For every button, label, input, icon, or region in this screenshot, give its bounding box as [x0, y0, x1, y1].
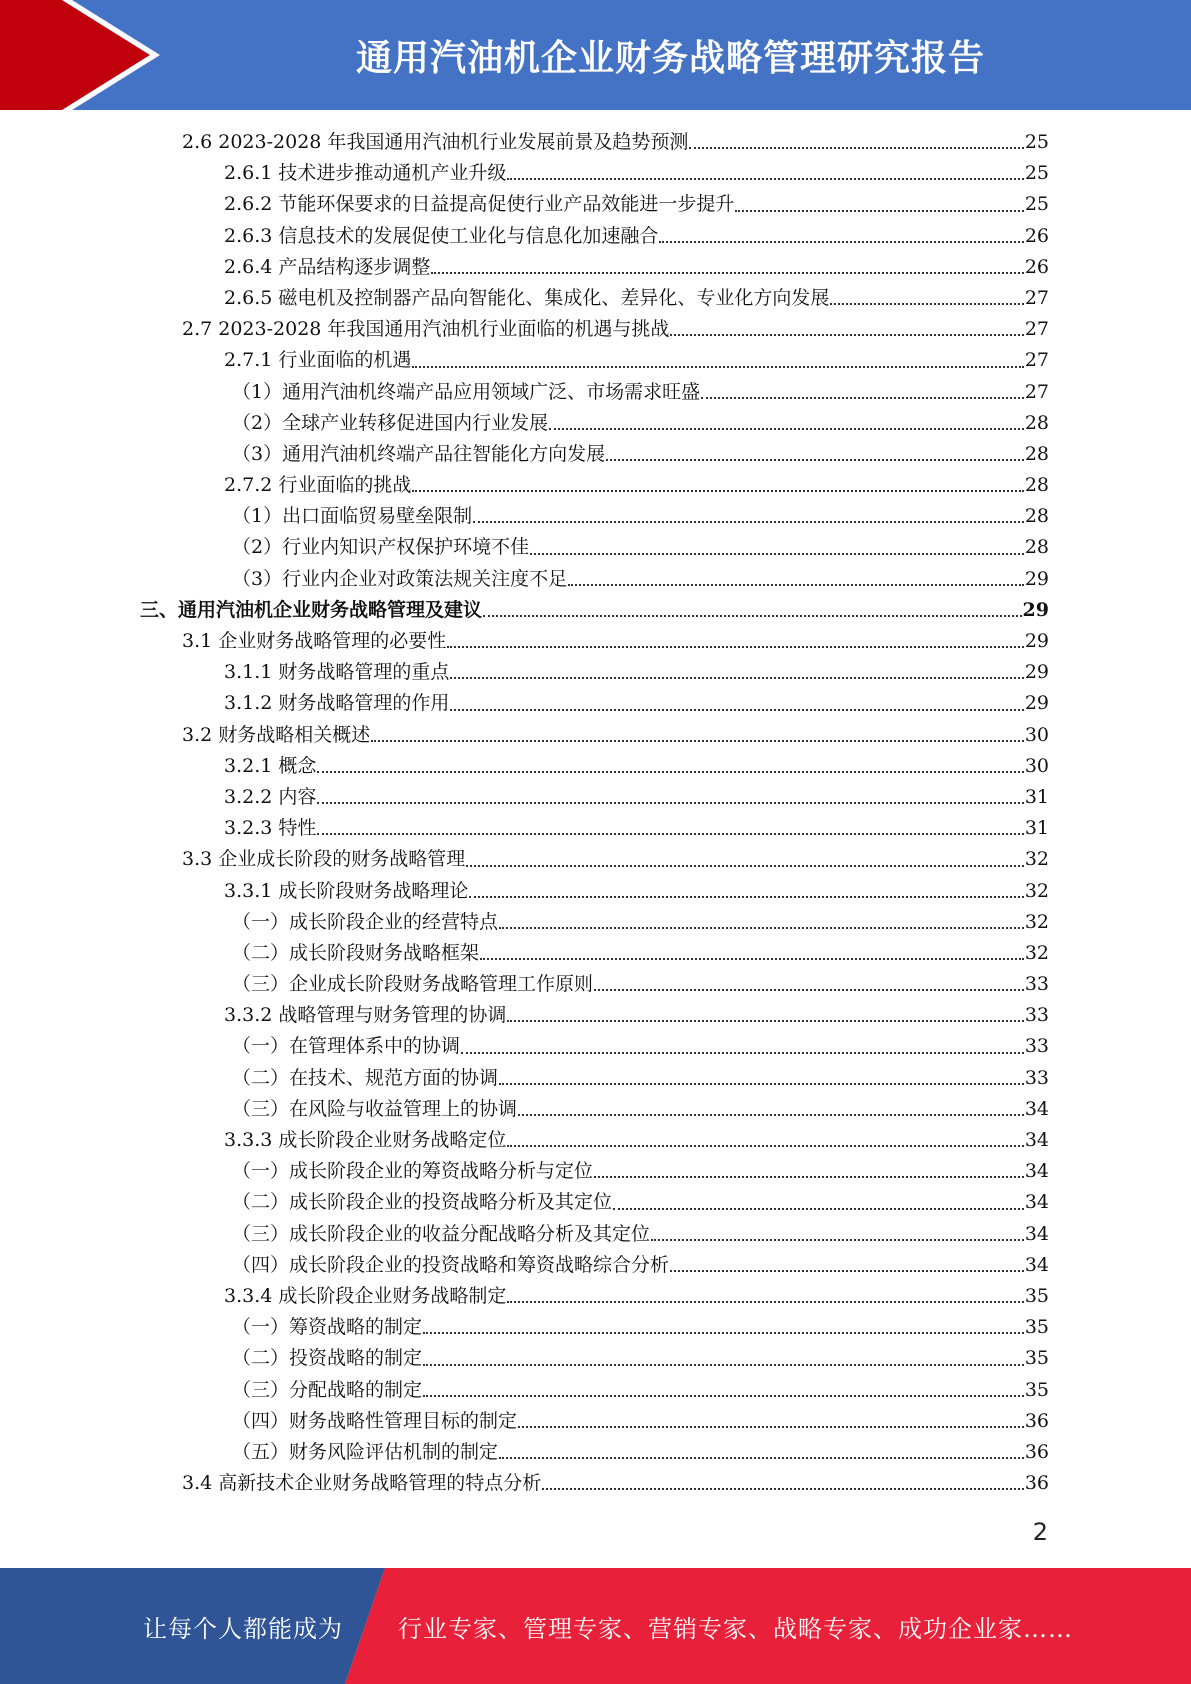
toc-entry-page: 32: [1024, 941, 1049, 964]
toc-entry: [140, 345, 1049, 376]
toc-entry: [140, 813, 1049, 844]
toc-entry-page: 32: [1024, 848, 1049, 871]
toc-entry-page: 28: [1024, 442, 1049, 465]
toc-entry-page: 29: [1024, 692, 1049, 715]
toc-entry-page: 34: [1024, 1160, 1049, 1183]
toc-entry-title: （一）筹资战略的制定: [232, 1316, 423, 1339]
toc-entry: [140, 782, 1049, 813]
toc-entry-title: 3.2 财务战略相关概述: [182, 723, 371, 746]
toc-entry: [140, 657, 1049, 688]
toc-entry-page: 34: [1024, 1129, 1049, 1151]
toc-entry-title: 2.7.2 行业面临的挑战: [224, 474, 412, 497]
toc-entry: [140, 1437, 1049, 1468]
toc-entry-page: 27: [1024, 286, 1049, 309]
toc-entry-page: 33: [1024, 973, 1049, 996]
toc-entry-page: 36: [1024, 1409, 1049, 1432]
toc-leader-dots: [473, 521, 1024, 523]
toc-entry-title: （2）行业内知识产权保护环境不佳: [232, 536, 530, 559]
page-header: [0, 0, 1191, 110]
page-footer: [0, 1568, 1191, 1684]
toc-entry-page: 29: [1022, 598, 1049, 621]
toc-leader-dots: [469, 896, 1023, 898]
toc-entry-title: 2.6.3 信息技术的发展促使工业化与信息化加速融合: [224, 224, 659, 247]
table-of-contents: [140, 127, 1049, 1499]
toc-entry-title: 2.6.4 产品结构逐步调整: [224, 255, 431, 278]
toc-entry-title: 2.6 2023-2028 年我国通用汽油机行业发展前景及趋势预测: [182, 131, 689, 153]
toc-entry-title: （3）通用汽油机终端产品往智能化方向发展: [232, 442, 606, 465]
toc-entry-title: 3.3.3 成长阶段企业财务战略定位: [224, 1129, 507, 1151]
toc-leader-dots: [542, 1488, 1024, 1490]
toc-entry-title: （一）在管理体系中的协调: [232, 1035, 461, 1058]
toc-entry: [140, 1343, 1049, 1374]
toc-entry: [140, 688, 1049, 719]
toc-entry: [140, 501, 1049, 532]
toc-entry: [140, 1031, 1049, 1062]
toc-entry: [140, 252, 1049, 283]
toc-entry-title: （二）成长阶段企业的投资战略分析及其定位: [232, 1191, 613, 1214]
toc-entry-title: 3.1 企业财务战略管理的必要性: [182, 630, 447, 652]
toc-leader-dots: [450, 677, 1023, 679]
toc-entry-page: 26: [1024, 224, 1049, 247]
toc-leader-dots: [613, 1208, 1024, 1210]
toc-leader-dots: [423, 1364, 1024, 1366]
toc-entry-title: 3.3 企业成长阶段的财务战略管理: [182, 848, 466, 871]
toc-leader-dots: [423, 1332, 1024, 1334]
toc-entry-page: 28: [1024, 411, 1049, 434]
toc-entry-title: （一）成长阶段企业的筹资战略分析与定位: [232, 1160, 594, 1183]
toc-leader-dots: [518, 1114, 1024, 1116]
toc-entry-page: 34: [1024, 1191, 1049, 1214]
toc-leader-dots: [499, 927, 1024, 929]
toc-entry-page: 36: [1024, 1440, 1049, 1463]
toc-entry-page: 25: [1024, 193, 1049, 216]
toc-entry-title: 3.3.1 成长阶段财务战略理论: [224, 879, 469, 902]
toc-leader-dots: [461, 1052, 1024, 1054]
toc-entry-title: 3.2.3 特性: [224, 817, 317, 840]
toc-entry-page: 35: [1024, 1284, 1049, 1307]
toc-entry: [140, 844, 1049, 875]
toc-entry: [140, 751, 1049, 782]
footer-slogan-right: 行业专家、管理专家、营销专家、战略专家、成功企业家……: [398, 1614, 1073, 1643]
toc-entry-title: （五）财务风险评估机制的制定: [232, 1440, 499, 1463]
toc-entry: [140, 532, 1049, 563]
toc-entry-title: 3.3.4 成长阶段企业财务战略制定: [224, 1284, 507, 1307]
toc-entry: [140, 1187, 1049, 1218]
toc-entry-page: 25: [1024, 162, 1049, 185]
footer-slogan-left: 让每个人都能成为: [143, 1614, 343, 1643]
toc-leader-dots: [507, 178, 1023, 180]
toc-entry: [140, 1375, 1049, 1406]
toc-leader-dots: [480, 958, 1024, 960]
toc-entry: [140, 1406, 1049, 1437]
toc-entry-title: （三）在风险与收益管理上的协调: [232, 1097, 518, 1120]
toc-leader-dots: [499, 1457, 1024, 1459]
toc-entry-page: 29: [1024, 630, 1049, 652]
toc-entry: [140, 377, 1049, 408]
toc-leader-dots: [412, 366, 1023, 368]
toc-entry-page: 28: [1024, 474, 1049, 497]
toc-entry-page: 35: [1024, 1378, 1049, 1401]
toc-entry: [140, 189, 1049, 220]
toc-entry-page: 28: [1024, 536, 1049, 559]
toc-entry-title: 2.6.2 节能环保要求的日益提高促使行业产品效能进一步提升: [224, 193, 735, 216]
toc-entry-title: 3.3.2 战略管理与财务管理的协调: [224, 1004, 507, 1027]
toc-entry: [140, 907, 1049, 938]
toc-entry-page: 27: [1024, 380, 1049, 403]
toc-entry: [140, 1125, 1049, 1156]
toc-leader-dots: [317, 802, 1023, 804]
toc-leader-dots: [670, 1270, 1024, 1272]
toc-entry-page: 27: [1024, 318, 1049, 341]
toc-entry-title: （三）企业成长阶段财务战略管理工作原则: [232, 973, 594, 996]
toc-entry-title: （二）投资战略的制定: [232, 1347, 423, 1370]
toc-leader-dots: [659, 241, 1023, 243]
toc-entry-title: 三、通用汽油机企业财务战略管理及建议: [140, 598, 483, 621]
toc-entry-page: 33: [1024, 1066, 1049, 1089]
page-number: 2: [1032, 1518, 1048, 1546]
toc-leader-dots: [423, 1395, 1024, 1397]
toc-leader-dots: [412, 490, 1023, 492]
toc-entry: [140, 127, 1049, 158]
toc-entry-page: 25: [1024, 131, 1049, 153]
toc-leader-dots: [670, 334, 1023, 336]
toc-leader-dots: [606, 459, 1024, 461]
toc-entry-page: 35: [1024, 1347, 1049, 1370]
toc-leader-dots: [594, 1176, 1024, 1178]
toc-entry-page: 33: [1024, 1004, 1049, 1027]
toc-entry-page: 29: [1024, 567, 1049, 590]
toc-entry-title: （三）成长阶段企业的收益分配战略分析及其定位: [232, 1222, 651, 1245]
toc-entry: [140, 595, 1049, 626]
toc-entry-page: 33: [1024, 1035, 1049, 1058]
toc-entry: [140, 470, 1049, 501]
toc-entry-title: 2.6.5 磁电机及控制器产品向智能化、集成化、差异化、专业化方向发展: [224, 286, 830, 309]
toc-entry: [140, 1250, 1049, 1281]
toc-leader-dots: [594, 989, 1024, 991]
toc-entry: [140, 1281, 1049, 1312]
toc-entry: [140, 1219, 1049, 1250]
toc-entry-page: 36: [1024, 1472, 1049, 1495]
toc-entry-title: （2）全球产业转移促进国内行业发展: [232, 411, 549, 434]
toc-leader-dots: [450, 709, 1023, 711]
toc-leader-dots: [689, 147, 1023, 149]
toc-entry-title: （1）出口面临贸易壁垒限制: [232, 505, 473, 528]
toc-leader-dots: [701, 397, 1024, 399]
toc-entry: [140, 876, 1049, 907]
toc-entry-page: 30: [1024, 754, 1049, 777]
toc-entry-title: 3.1.2 财务战略管理的作用: [224, 692, 450, 715]
toc-leader-dots: [499, 1083, 1024, 1085]
toc-entry-title: （四）成长阶段企业的投资战略和筹资战略综合分析: [232, 1253, 670, 1276]
toc-entry: [140, 626, 1049, 657]
toc-entry-title: 3.1.1 财务战略管理的重点: [224, 661, 450, 684]
toc-leader-dots: [651, 1239, 1024, 1241]
toc-entry-page: 34: [1024, 1222, 1049, 1245]
toc-entry: [140, 283, 1049, 314]
toc-leader-dots: [735, 210, 1023, 212]
toc-entry-title: 3.2.2 内容: [224, 785, 317, 808]
toc-leader-dots: [507, 1145, 1023, 1147]
toc-entry-title: （一）成长阶段企业的经营特点: [232, 910, 499, 933]
toc-leader-dots: [830, 303, 1023, 305]
toc-entry: [140, 720, 1049, 751]
toc-entry-title: 3.4 高新技术企业财务战略管理的特点分析: [182, 1472, 542, 1495]
toc-leader-dots: [530, 553, 1024, 555]
toc-entry: [140, 158, 1049, 189]
toc-entry-title: （1）通用汽油机终端产品应用领域广泛、市场需求旺盛: [232, 380, 701, 403]
toc-entry: [140, 1000, 1049, 1031]
toc-entry: [140, 1063, 1049, 1094]
toc-entry-page: 26: [1024, 255, 1049, 278]
toc-entry-page: 28: [1024, 505, 1049, 528]
toc-entry-page: 27: [1024, 349, 1049, 372]
toc-leader-dots: [371, 740, 1024, 742]
toc-entry-page: 34: [1024, 1097, 1049, 1120]
toc-leader-dots: [447, 646, 1024, 648]
toc-entry-page: 32: [1024, 910, 1049, 933]
toc-entry-page: 32: [1024, 879, 1049, 902]
toc-leader-dots: [431, 272, 1023, 274]
toc-entry-title: 3.2.1 概念: [224, 754, 317, 777]
toc-entry-page: 34: [1024, 1253, 1049, 1276]
toc-entry-title: （二）在技术、规范方面的协调: [232, 1066, 499, 1089]
toc-leader-dots: [483, 615, 1022, 617]
toc-leader-dots: [518, 1426, 1024, 1428]
toc-entry: [140, 938, 1049, 969]
toc-entry-title: （三）分配战略的制定: [232, 1378, 423, 1401]
toc-entry: [140, 314, 1049, 345]
toc-leader-dots: [317, 833, 1023, 835]
toc-entry-page: 31: [1024, 785, 1049, 808]
toc-entry: [140, 408, 1049, 439]
toc-leader-dots: [568, 584, 1024, 586]
toc-entry-page: 30: [1024, 723, 1049, 746]
toc-entry-page: 29: [1024, 661, 1049, 684]
toc-entry-title: 2.7 2023-2028 年我国通用汽油机行业面临的机遇与挑战: [182, 318, 670, 341]
toc-entry-title: 2.7.1 行业面临的机遇: [224, 349, 412, 372]
toc-entry: [140, 969, 1049, 1000]
toc-leader-dots: [507, 1020, 1023, 1022]
toc-entry-title: （3）行业内企业对政策法规关注度不足: [232, 567, 568, 590]
toc-entry: [140, 1094, 1049, 1125]
toc-leader-dots: [507, 1301, 1023, 1303]
toc-leader-dots: [466, 865, 1024, 867]
toc-entry: [140, 439, 1049, 470]
report-title: 通用汽油机企业财务战略管理研究报告: [355, 37, 985, 79]
toc-leader-dots: [549, 428, 1024, 430]
toc-entry: [140, 221, 1049, 252]
toc-entry: [140, 1468, 1049, 1499]
toc-entry: [140, 564, 1049, 595]
toc-entry: [140, 1156, 1049, 1187]
toc-entry-title: （四）财务战略性管理目标的制定: [232, 1409, 518, 1432]
toc-leader-dots: [317, 771, 1023, 773]
toc-entry-title: （二）成长阶段财务战略框架: [232, 941, 480, 964]
toc-entry-title: 2.6.1 技术进步推动通机产业升级: [224, 162, 507, 185]
toc-entry-page: 31: [1024, 817, 1049, 840]
toc-entry-page: 35: [1024, 1316, 1049, 1339]
toc-entry: [140, 1312, 1049, 1343]
